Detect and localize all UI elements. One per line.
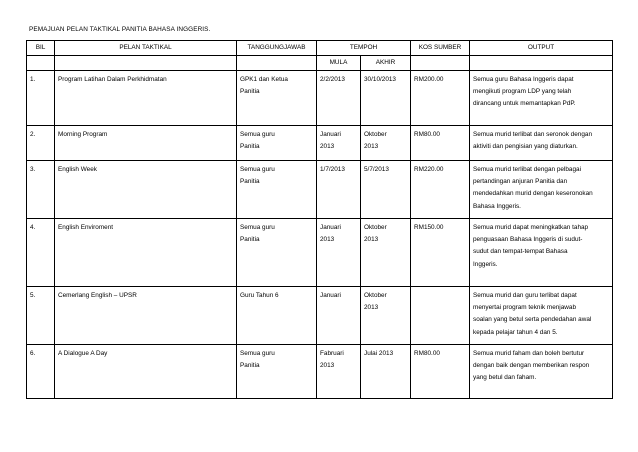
cell-mula-line: 1/7/2013 [320, 166, 345, 173]
cell-bil-text: 3. [30, 166, 36, 173]
cell-output-line: menyertai program teknik menjawab [473, 304, 577, 312]
cell-bil-text: 5. [30, 292, 36, 299]
cell-tanggungjawab-line: Panitia [240, 236, 260, 244]
cell-bil [27, 287, 55, 345]
cell-pelan-taktikal-text: Program Latihan Dalam Perkhidmatan [58, 76, 167, 83]
cell-akhir [361, 71, 411, 126]
cell-output-line: Inggeris. [473, 260, 498, 268]
cell-tanggungjawab-line: Panitia [240, 88, 260, 96]
cell-mula-line: 2013 [320, 362, 335, 370]
cell-output-line: Semua guru Bahasa Inggeris dapat [473, 76, 574, 83]
cell-bil [27, 219, 55, 287]
cell-output [470, 287, 613, 345]
cell-output-line: Bahasa Inggeris. [473, 202, 521, 210]
cell-pelan-taktikal [55, 71, 237, 126]
cell-output-line: penguasaan Bahasa Inggeris di sudut- [473, 236, 583, 244]
cell-kos-sumber-text: RM220.00 [414, 166, 444, 173]
cell-pelan-taktikal-text: A Dialogue A Day [58, 350, 108, 357]
cell-kos-sumber [411, 126, 470, 161]
cell-output [470, 219, 613, 287]
cell-tanggungjawab-line: Panitia [240, 178, 260, 186]
cell-output-line: Semua murid terlibat dan seronok dengan [473, 131, 593, 138]
cell-akhir-line: Julai 2013 [364, 350, 394, 357]
cell-akhir-line: Oktober [364, 292, 387, 299]
cell-mula-line: 2013 [320, 143, 335, 151]
document-title: PEMAJUAN PELAN TAKTIKAL PANITIA BAHASA INGGERIS. [29, 26, 211, 33]
table-body [27, 71, 613, 399]
cell-akhir [361, 126, 411, 161]
cell-akhir-line: 30/10/2013 [364, 76, 396, 83]
cell-pelan-taktikal-text: English Week [58, 166, 97, 173]
cell-akhir-line: 2013 [364, 304, 379, 312]
cell-pelan-taktikal-text: English Enviroment [58, 224, 114, 231]
cell-mula [317, 219, 361, 287]
cell-bil-text: 2. [30, 131, 36, 138]
cell-output [470, 71, 613, 126]
cell-output-line: Semua murid dan guru terlibat dapat [473, 292, 577, 299]
cell-tanggungjawab-line: Semua guru [240, 131, 275, 138]
subheader-empty [237, 56, 317, 71]
cell-tanggungjawab [237, 161, 317, 219]
cell-tanggungjawab [237, 71, 317, 126]
cell-mula-line: Januari [320, 292, 341, 299]
header-row [27, 41, 613, 56]
cell-output-line: aktiviti dan pengisian yang diaturkan. [473, 143, 578, 151]
cell-mula [317, 71, 361, 126]
cell-bil [27, 345, 55, 399]
cell-output-line: dirancang untuk memantapkan PdP. [473, 100, 576, 108]
header-tanggungjawab: TANGGUNGJAWAB [237, 41, 317, 56]
cell-akhir-line: 5/7/2013 [364, 166, 389, 173]
cell-tanggungjawab [237, 126, 317, 161]
cell-akhir-line: Oktober [364, 131, 387, 138]
cell-kos-sumber-text: RM80.00 [414, 131, 440, 138]
cell-kos-sumber-text [414, 290, 466, 302]
cell-kos-sumber [411, 287, 470, 345]
cell-output-line: mengikuti program LDP yang telah [473, 88, 572, 96]
cell-output-line: pertandingan anjuran Panitia dan [473, 178, 568, 186]
cell-mula-line: Fabruari [320, 350, 344, 357]
cell-kos-sumber-text: RM80.00 [414, 350, 440, 357]
header-akhir: AKHIR [361, 56, 411, 71]
cell-bil-text: 6. [30, 350, 36, 357]
subheader-empty [27, 56, 55, 71]
cell-tanggungjawab-line: Semua guru [240, 166, 275, 173]
cell-mula [317, 161, 361, 219]
cell-tanggungjawab-line: Guru Tahun 6 [240, 292, 279, 299]
cell-akhir [361, 161, 411, 219]
cell-pelan-taktikal [55, 345, 237, 399]
cell-mula-line: Januari [320, 224, 341, 231]
header-pelan-taktikal: PELAN TAKTIKAL [55, 41, 237, 56]
cell-output-line: soalan yang betul serta pendedahan awal [473, 316, 592, 324]
cell-bil-text: 1. [30, 76, 36, 83]
cell-akhir-line: 2013 [364, 236, 379, 244]
cell-tanggungjawab [237, 287, 317, 345]
cell-mula-line: 2/2/2013 [320, 76, 345, 83]
cell-pelan-taktikal [55, 161, 237, 219]
cell-output-line: Semua murid terlibat dengan pelbagai [473, 166, 582, 173]
table-row [27, 126, 613, 161]
subheader-empty [411, 56, 470, 71]
cell-output-line: dengan baik dengan memberikan respon [473, 362, 590, 370]
cell-output [470, 126, 613, 161]
header-tempoh: TEMPOH [317, 41, 411, 56]
cell-pelan-taktikal [55, 287, 237, 345]
cell-output-line: sudut dan tempat-tempat Bahasa [473, 248, 568, 256]
cell-mula [317, 126, 361, 161]
cell-akhir-line: Oktober [364, 224, 387, 231]
cell-output-line: mendedahkan murid dengan keseronokan [473, 190, 593, 198]
cell-tanggungjawab-line: Panitia [240, 143, 260, 151]
cell-kos-sumber-text: RM150.00 [414, 224, 444, 231]
cell-pelan-taktikal-text: Cemerlang English – UPSR [58, 292, 137, 299]
cell-output [470, 161, 613, 219]
cell-akhir [361, 287, 411, 345]
cell-tanggungjawab-line: Semua guru [240, 350, 275, 357]
cell-kos-sumber [411, 345, 470, 399]
cell-output-line: yang betul dan faham. [473, 374, 537, 382]
cell-bil-text: 4. [30, 224, 36, 231]
cell-kos-sumber-text: RM200.00 [414, 76, 444, 83]
cell-pelan-taktikal [55, 219, 237, 287]
cell-kos-sumber [411, 161, 470, 219]
cell-tanggungjawab-line: GPK1 dan Ketua [240, 76, 288, 83]
table-row [27, 345, 613, 399]
cell-akhir [361, 219, 411, 287]
cell-bil [27, 126, 55, 161]
cell-tanggungjawab [237, 345, 317, 399]
cell-akhir [361, 345, 411, 399]
cell-kos-sumber [411, 71, 470, 126]
header-output: OUTPUT [470, 41, 613, 56]
cell-mula-line: Januari [320, 131, 341, 138]
cell-output [470, 345, 613, 399]
cell-tanggungjawab [237, 219, 317, 287]
cell-akhir-line: 2013 [364, 143, 379, 151]
cell-output-line: Semua murid faham dan boleh bertutur [473, 350, 585, 357]
header-kos-sumber: KOS SUMBER [411, 41, 470, 56]
table-row [27, 219, 613, 287]
subheader-empty [470, 56, 613, 71]
cell-tanggungjawab-line: Panitia [240, 362, 260, 370]
tactical-plan-table [26, 40, 613, 399]
cell-mula-line: 2013 [320, 236, 335, 244]
header-mula: MULA [317, 56, 361, 71]
table-row [27, 161, 613, 219]
subheader-row [27, 56, 613, 71]
cell-output-line: kepada pelajar tahun 4 dan 5. [473, 328, 558, 336]
cell-mula [317, 345, 361, 399]
cell-mula [317, 287, 361, 345]
cell-output-line: Semua murid dapat meningkatkan tahap [473, 224, 589, 231]
table-row [27, 287, 613, 345]
cell-pelan-taktikal-text: Morning Program [58, 131, 108, 138]
header-bil: BIL [27, 41, 55, 56]
cell-bil [27, 71, 55, 126]
cell-tanggungjawab-line: Semua guru [240, 224, 275, 231]
cell-bil [27, 161, 55, 219]
subheader-empty [55, 56, 237, 71]
table-row [27, 71, 613, 126]
cell-kos-sumber [411, 219, 470, 287]
cell-pelan-taktikal [55, 126, 237, 161]
